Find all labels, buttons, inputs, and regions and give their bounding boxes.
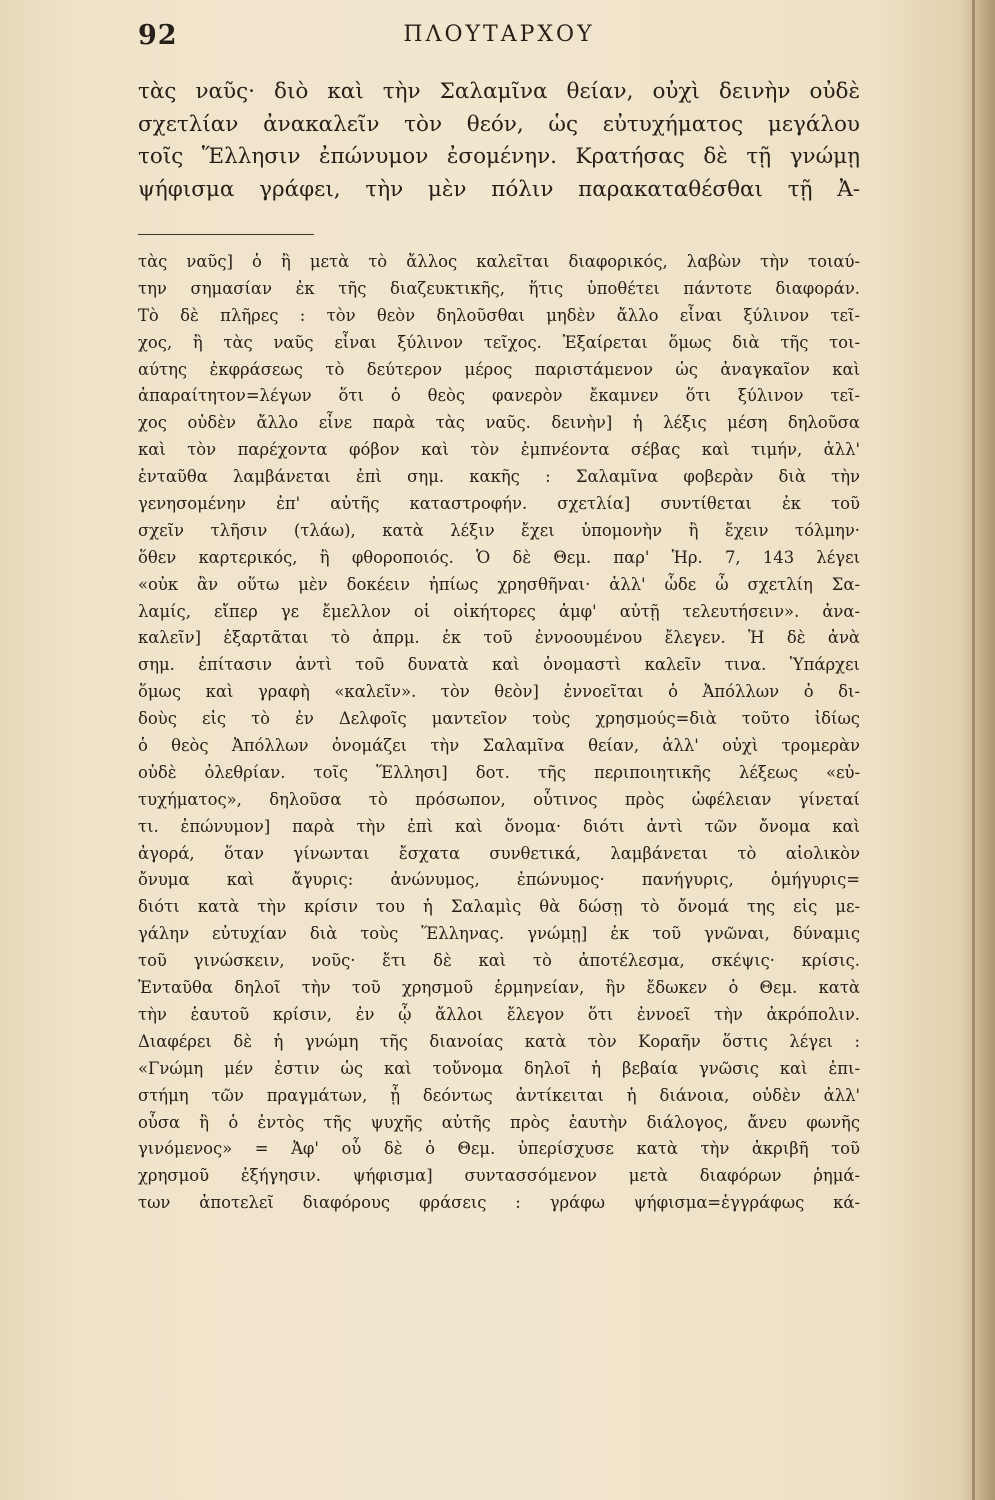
note-line: Τὸ δὲ πλῆρες : τὸν θεὸν δηλοῦσθαι μηδὲν ἄλλο εἶναι ξύλινον τεῖ- [138,305,860,325]
note-line: σημ. ἐπίτασιν ἀντὶ τοῦ δυνατὰ καὶ ὀνομαστὶ καλεῖν τινα. Ὑπάρχει [138,655,860,675]
note-line: οὖσα ἢ ὁ ἐντὸς τῆς ψυχῆς αὐτῆς πρὸς ἑαυτὴν διάλογος, ἄνευ φωνῆς [138,1112,860,1132]
note-line: τυχήματος», δηλοῦσα τὸ πρόσωπον, οὗτινος πρὸς ὠφέλειαν γίνεταί [138,789,860,809]
note-line: τὴν ἑαυτοῦ κρίσιν, ἐν ᾧ ἄλλοι ἔλεγον ὅτι ἐννοεῖ τὴν ἀκρόπολιν. [138,1004,860,1024]
note-line: Διαφέρει δὲ ἡ γνώμη τῆς διανοίας κατὰ τὸν Κοραῆν ὅστις λέγει : [138,1031,860,1051]
note-line: Ἐνταῦθα δηλοῖ τὴν τοῦ χρησμοῦ ἑρμηνείαν, ἣν ἔδωκεν ὁ Θεμ. κατὰ [138,978,860,998]
note-line: λαμίς, εἴπερ γε ἔμελλον οἱ οἰκήτορες ἀμφ' αὐτῇ τελευτήσειν». ἀνα- [138,601,860,621]
running-title: ΠΛΟΥΤΑΡΧΟΥ [403,22,595,47]
main-text-line: ψήφισμα γράφει, τὴν μὲν πόλιν παρακαταθέσθαι τῇ Ἀ- [138,176,860,202]
note-line: ὅμως καὶ γραφὴ «καλεῖν». τὸν θεὸν] ἐννοεῖται ὁ Ἀπόλλων ὁ δι- [138,682,860,702]
note-line: καλεῖν] ἐξαρτᾶται τὸ ἀπρμ. ἐκ τοῦ ἐννοουμένου ἔλεγεν. Ἡ δὲ ἀνὰ [138,628,860,648]
note-line: ὄνυμα καὶ ἄγυρις: ἀνώνυμος, ἐπώνυμος· πανήγυρις, ὁμήγυρις= [138,870,860,890]
note-line: την σημασίαν ἐκ τῆς διαζευκτικῆς, ἥτις ὑποθέτει πάντοτε διαφοράν. [138,278,860,298]
note-line: χος οὐδὲν ἄλλο εἶνε παρὰ τὰς ναῦς. δεινὴν] ἡ λέξις μέση δηλοῦσα [138,413,860,433]
note-line: χος, ἢ τὰς ναῦς εἶναι ξύλινον τεῖχος. Ἐξαίρεται ὅμως διὰ τῆς τοι- [138,332,860,352]
note-line: γινόμενος» = Ἀφ' οὗ δὲ ὁ Θεμ. ὑπερίσχυσε κατὰ τὴν ἀκριβῆ τοῦ [138,1139,860,1159]
page-header [138,20,860,60]
note-line: τὰς ναῦς] ὁ ἢ μετὰ τὸ ἄλλος καλεῖται διαφορικός, λαβὼν τὴν τοιαύ- [138,252,860,271]
note-line: καὶ τὸν παρέχοντα φόβον καὶ τὸν ἐμπνέοντα σέβας καὶ τιμήν, ἀλλ' [138,440,860,460]
note-line: γενησομένην ἐπ' αὐτῆς καταστροφήν. σχετλία] συντίθεται ἐκ τοῦ [138,494,860,514]
note-line: ἀγορά, ὅταν γίνωνται ἔσχατα συνθετικά, λαμβάνεται τὸ αἰολικὸν [138,843,860,863]
page-number: 92 [138,20,178,51]
note-line: αύτης ἐκφράσεως τὸ δεύτερον μέρος παριστάμενον ὡς ἀναγκαῖον καὶ [138,359,860,379]
note-line: «Γνώμη μέν ἐστιν ὡς καὶ τοὔνομα δηλοῖ ἡ βεβαία γνῶσις καὶ ἐπι- [138,1058,860,1078]
note-line: ἀπαραίτητον=λέγων ὅτι ὁ θεὸς φανερὸν ἔκαμνεν ὅτι ξύλινον τεῖ- [138,386,860,406]
main-text-line: τοῖς Ἕλλησιν ἐπώνυμον ἐσομένην. Κρατήσας δὲ τῇ γνώμῃ [138,144,860,169]
main-text-line: σχετλίαν ἀνακαλεῖν τὸν θεόν, ὡς εὐτυχήματος μεγάλου [138,111,860,137]
page-edge-shadow [961,0,995,1500]
note-line: χρησμοῦ ἐξήγησιν. ψήφισμα] συντασσόμενον μετὰ διαφόρων ῥημά- [138,1166,860,1186]
note-line: οὐδὲ ὀλεθρίαν. τοῖς Ἕλλησι] δοτ. τῆς περιποιητικῆς λέξεως «εὐ- [138,762,860,782]
note-line: δοὺς εἰς τὸ ἐν Δελφοῖς μαντεῖον τοὺς χρησμούς=διὰ τοῦτο ἰδίως [138,709,860,729]
note-line: σχεῖν τλῆσιν (τλάω), κατὰ λέξιν ἔχει ὑπομονὴν ἢ ἔχειν τόλμην· [138,520,860,540]
main-text-line: τὰς ναῦς· διὸ καὶ τὴν Σαλαμῖνα θείαν, οὐχὶ δεινὴν οὐδὲ [138,79,860,104]
page-edge-line [972,0,975,1500]
note-line: ὁ θεὸς Ἀπόλλων ὀνομάζει τὴν Σαλαμῖνα θείαν, ἀλλ' οὐχὶ τρομερὰν [138,736,860,756]
note-line: τοῦ γινώσκειν, νοῦς· ἔτι δὲ καὶ τὸ ἀποτέλεσμα, σκέψις· κρίσις. [138,951,860,971]
note-line: διότι κατὰ τὴν κρίσιν του ἡ Σαλαμὶς θὰ δώσῃ τὸ ὄνομά της εἰς με- [138,897,860,917]
note-line: τι. ἐπώνυμον] παρὰ τὴν ἐπὶ καὶ ὄνομα· διότι ἀντὶ τῶν ὄνομα καὶ [138,816,860,836]
commentary-notes [138,249,860,1217]
note-line: «οὐκ ἂν οὕτω μὲν δοκέειν ἠπίως χρησθῆναι· ἀλλ' ὧδε ὦ σχετλίη Σα- [138,574,860,594]
note-line: ἐνταῦθα λαμβάνεται ἐπὶ σημ. κακῆς : Σαλαμῖνα φοβερὰν διὰ τὴν [138,467,860,487]
note-line: γάλην εὐτυχίαν διὰ τοὺς Ἕλληνας. γνώμῃ] ἐκ τοῦ γνῶναι, δύναμις [138,924,860,944]
note-line: των ἀποτελεῖ διαφόρους φράσεις : γράφω ψήφισμα=ἐγγράφως κά- [138,1193,860,1213]
footnote-separator-rule [138,234,314,235]
note-line: ὅθεν καρτερικός, ἢ φθοροποιός. Ὁ δὲ Θεμ. παρ' Ἡρ. 7, 143 λέγει [138,547,860,567]
main-text [138,76,860,206]
note-line: στήμη τῶν πραγμάτων, ᾗ δεόντως ἀντίκειται ἡ διάνοια, οὐδὲν ἀλλ' [138,1085,860,1105]
